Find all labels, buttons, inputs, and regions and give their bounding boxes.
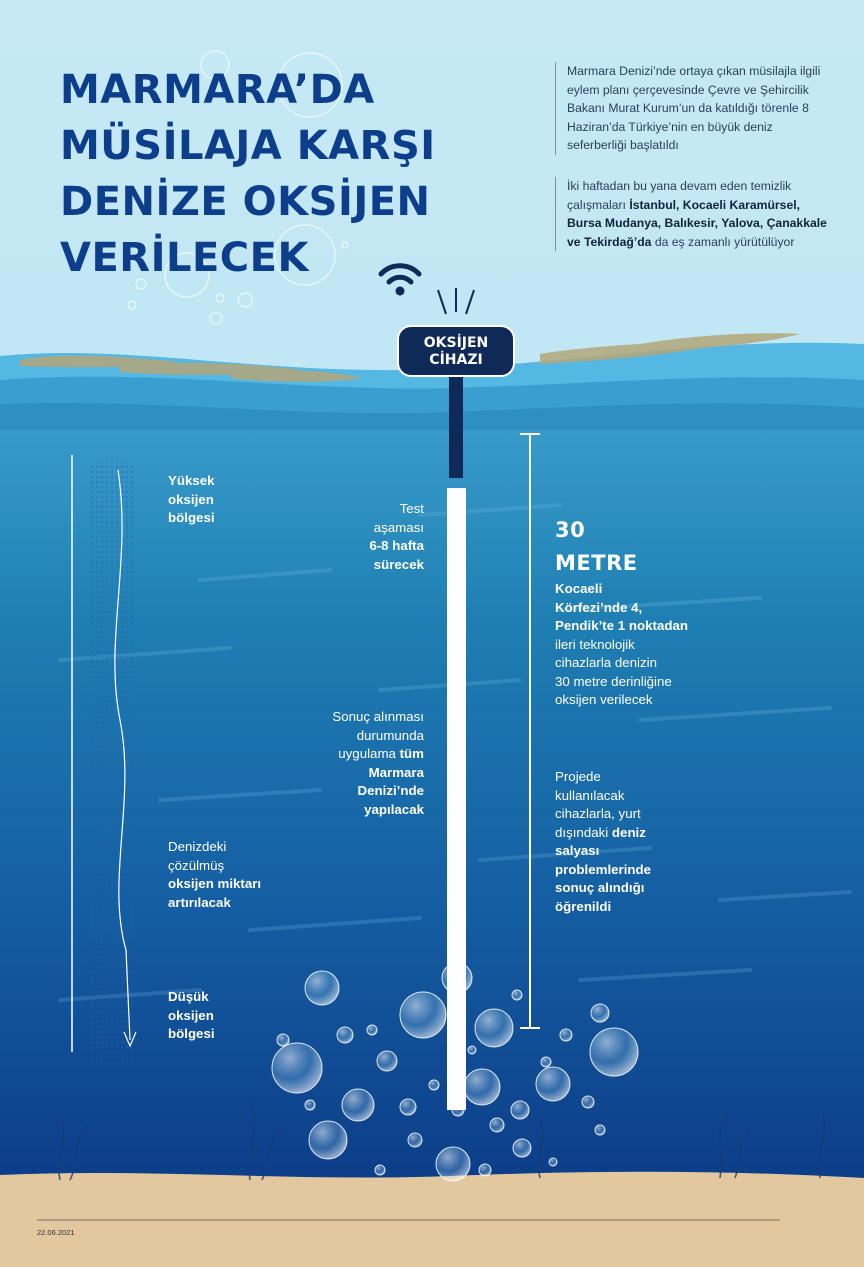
note-line: durumunda bbox=[356, 727, 424, 743]
zone-line: bölgesi bbox=[168, 510, 215, 525]
note-line: oksijen verilecek bbox=[555, 692, 653, 707]
title-line: DENİZE OKSİJEN bbox=[60, 179, 431, 225]
depth-number: 30 bbox=[555, 518, 586, 542]
dissolved-oxygen-note bbox=[168, 838, 261, 912]
note-line: cihazlarla denizin bbox=[555, 655, 657, 670]
note-text: uygulama bbox=[338, 746, 400, 761]
note-line: aşaması bbox=[373, 519, 424, 535]
note-line: ileri teknolojik bbox=[555, 636, 635, 652]
depth-value bbox=[555, 514, 638, 580]
note-line: öğrenildi bbox=[555, 898, 612, 914]
title-line: MARMARA’DA bbox=[60, 67, 375, 113]
note-line: oksijen miktarı bbox=[168, 876, 262, 891]
note-line: problemlerinde bbox=[555, 861, 652, 877]
note-bold: deniz bbox=[611, 824, 646, 840]
device-label-line2: CİHAZI bbox=[429, 352, 483, 368]
intro-p2-text-end: da eş zamanlı yürütülüyor bbox=[651, 234, 795, 249]
note-line bbox=[264, 745, 424, 764]
title-line: VERİLECEK bbox=[60, 235, 309, 281]
title-line: MÜSİLAJA KARŞI bbox=[60, 123, 436, 169]
depth-unit: METRE bbox=[555, 551, 638, 575]
abroad-results-note bbox=[555, 768, 651, 916]
note-line: çözülmüş bbox=[168, 857, 225, 873]
zone-line: oksijen bbox=[168, 491, 214, 507]
page-title bbox=[60, 62, 520, 286]
note-line: salyası bbox=[555, 843, 600, 858]
note-line: Denizi’nde bbox=[357, 783, 424, 798]
note-line: artırılacak bbox=[168, 894, 231, 910]
note-line: Sonuç alınması bbox=[332, 709, 424, 724]
note-line bbox=[555, 824, 651, 843]
intro-p2-locations: İstanbul, Kocaeli Karamürsel, Bursa Mudanya, Balıkesir, Yalova, Çanakkale ve Tekirdağ’da bbox=[567, 197, 827, 249]
result-note bbox=[264, 708, 424, 819]
publish-date: 22.06.2021 bbox=[37, 1228, 75, 1237]
zone-line: oksijen bbox=[168, 1007, 214, 1023]
note-line: Körfezi’nde 4, bbox=[555, 599, 643, 615]
intro-p2-text: İki haftadan bu yana devam eden temizlik çalışmaları bbox=[567, 179, 792, 212]
note-bold: tüm bbox=[399, 746, 424, 761]
high-oxygen-zone-label bbox=[168, 472, 215, 528]
note-line: 30 metre derinliğine bbox=[555, 673, 672, 689]
zone-line: bölgesi bbox=[168, 1026, 215, 1041]
note-line: Pendik’te 1 noktadan bbox=[555, 618, 689, 633]
zone-line: Yüksek bbox=[168, 473, 215, 488]
note-line: Denizdeki bbox=[168, 839, 227, 854]
oxygen-device-label bbox=[397, 325, 515, 377]
note-line: sonuç alındığı bbox=[555, 880, 645, 895]
note-line: Kocaeli bbox=[555, 581, 603, 596]
note-line: yapılacak bbox=[364, 801, 424, 817]
locations-note bbox=[555, 580, 688, 710]
note-line: cihazlarla, yurt bbox=[555, 806, 641, 821]
note-line: Marmara bbox=[368, 764, 424, 780]
note-line: Projede bbox=[555, 769, 601, 784]
note-text: dışındaki bbox=[555, 824, 612, 840]
note-line: Test bbox=[399, 501, 424, 516]
intro-paragraph-2 bbox=[555, 177, 829, 251]
zone-line: Düşük bbox=[168, 989, 209, 1004]
note-line: kullanılacak bbox=[555, 787, 625, 803]
low-oxygen-zone-label bbox=[168, 988, 215, 1044]
test-phase-note bbox=[264, 500, 424, 574]
note-line: 6-8 hafta bbox=[369, 538, 424, 553]
intro-paragraph-1: Marmara Denizi’nde ortaya çıkan müsilajla ilgili eylem planı çerçevesinde Çevre ve Şehircilik Bakanı Murat Kurum’un da katıldığı törenle 8 Haziran’da Türkiye’nin en büyük deniz seferberliği başlatıldı bbox=[555, 62, 829, 155]
device-label-line1: OKSİJEN bbox=[423, 335, 489, 351]
note-line: sürecek bbox=[373, 556, 424, 572]
